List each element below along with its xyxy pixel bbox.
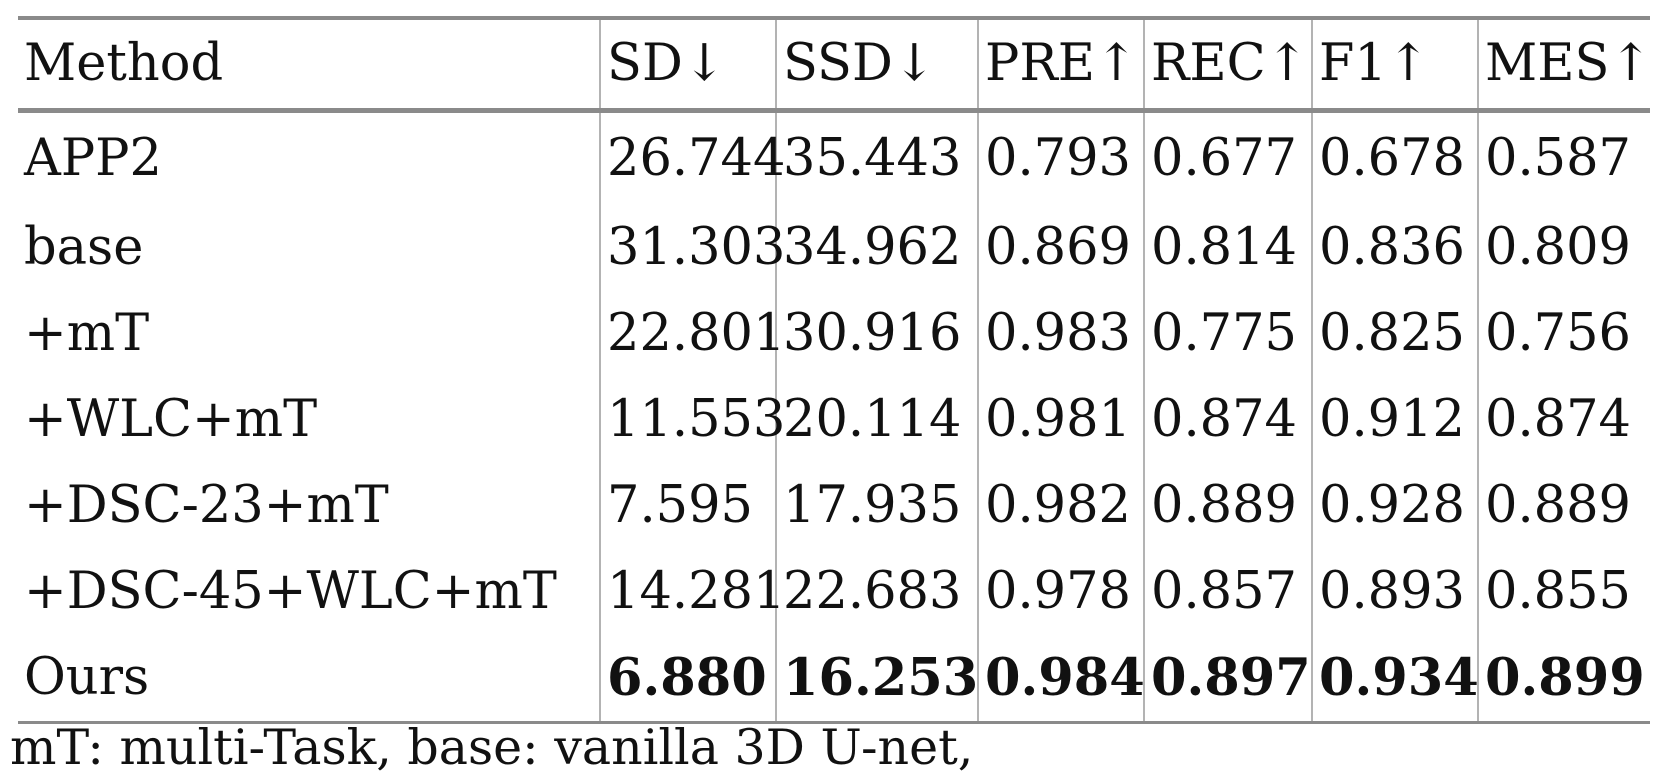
ssd-cell: 16.253 <box>776 635 978 723</box>
mes-cell: 0.899 <box>1478 635 1650 723</box>
sd-cell: 31.303 <box>600 205 776 291</box>
sd-cell: 6.880 <box>600 635 776 723</box>
pre-cell: 0.869 <box>978 205 1144 291</box>
ssd-cell: 20.114 <box>776 377 978 463</box>
pre-cell: 0.983 <box>978 291 1144 377</box>
f1-cell: 0.893 <box>1312 549 1478 635</box>
sd-cell: 26.744 <box>600 111 776 206</box>
ssd-cell: 34.962 <box>776 205 978 291</box>
ssd-cell: 35.443 <box>776 111 978 206</box>
mes-cell: 0.809 <box>1478 205 1650 291</box>
sd-cell: 7.595 <box>600 463 776 549</box>
table-row <box>18 291 1650 377</box>
table-row <box>18 377 1650 463</box>
mes-cell: 0.855 <box>1478 549 1650 635</box>
rec-cell: 0.874 <box>1144 377 1312 463</box>
method-cell: Ours <box>24 648 150 707</box>
rec-cell: 0.897 <box>1144 635 1312 723</box>
method-cell: APP2 <box>24 129 162 188</box>
rec-cell: 0.775 <box>1144 291 1312 377</box>
header-mes: MES↑ <box>1478 18 1650 111</box>
f1-cell: 0.928 <box>1312 463 1478 549</box>
header-ssd: SSD↓ <box>776 18 978 111</box>
method-cell: base <box>24 218 144 277</box>
header-method: Method <box>24 34 224 93</box>
header-pre: PRE↑ <box>978 18 1144 111</box>
method-cell: +DSC-45+WLC+mT <box>24 562 557 621</box>
rec-cell: 0.677 <box>1144 111 1312 206</box>
sd-cell: 14.281 <box>600 549 776 635</box>
method-cell: +WLC+mT <box>24 390 318 449</box>
table-footnote: mT: multi-Task, base: vanilla 3D U-net, <box>10 719 974 776</box>
header-rec: REC↑ <box>1144 18 1312 111</box>
table-row <box>18 549 1650 635</box>
header-sd: SD↓ <box>600 18 776 111</box>
method-cell: +DSC-23+mT <box>24 476 389 535</box>
f1-cell: 0.934 <box>1312 635 1478 723</box>
pre-cell: 0.981 <box>978 377 1144 463</box>
sd-cell: 11.553 <box>600 377 776 463</box>
f1-cell: 0.678 <box>1312 111 1478 206</box>
ssd-cell: 22.683 <box>776 549 978 635</box>
rec-cell: 0.857 <box>1144 549 1312 635</box>
pre-cell: 0.982 <box>978 463 1144 549</box>
header-f1: F1↑ <box>1312 18 1478 111</box>
table-row-best <box>18 635 1650 723</box>
mes-cell: 0.874 <box>1478 377 1650 463</box>
f1-cell: 0.825 <box>1312 291 1478 377</box>
ssd-cell: 17.935 <box>776 463 978 549</box>
mes-cell: 0.756 <box>1478 291 1650 377</box>
mes-cell: 0.889 <box>1478 463 1650 549</box>
table-row <box>18 463 1650 549</box>
f1-cell: 0.912 <box>1312 377 1478 463</box>
method-cell: +mT <box>24 304 150 363</box>
mes-cell: 0.587 <box>1478 111 1650 206</box>
pre-cell: 0.984 <box>978 635 1144 723</box>
table-row <box>18 205 1650 291</box>
ssd-cell: 30.916 <box>776 291 978 377</box>
results-table-container <box>18 16 1653 724</box>
f1-cell: 0.836 <box>1312 205 1478 291</box>
pre-cell: 0.793 <box>978 111 1144 206</box>
rec-cell: 0.889 <box>1144 463 1312 549</box>
sd-cell: 22.801 <box>600 291 776 377</box>
table-header-row <box>18 18 1650 111</box>
pre-cell: 0.978 <box>978 549 1144 635</box>
table-row <box>18 111 1650 206</box>
rec-cell: 0.814 <box>1144 205 1312 291</box>
results-table <box>18 16 1653 724</box>
